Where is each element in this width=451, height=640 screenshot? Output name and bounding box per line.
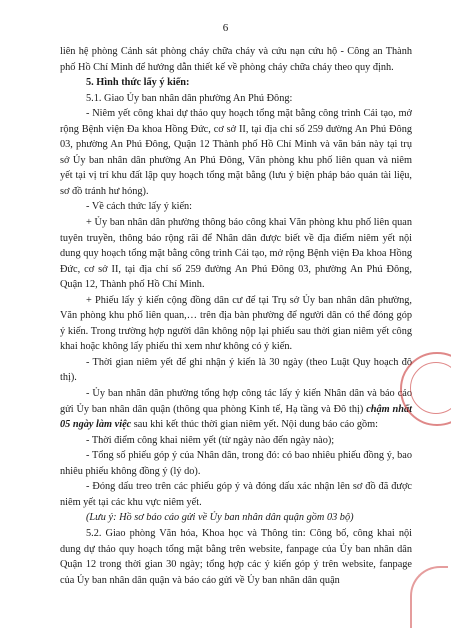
paragraph: - Thời điểm công khai niêm yết (từ ngày nào đến ngày nào); xyxy=(86,434,335,446)
paragraph: 5. Hình thức lấy ý kiến: xyxy=(86,77,190,89)
paragraph: liên hệ phòng Cảnh sát phòng cháy chữa cháy và cứu nạn cứu hộ - Công an Thành phố Hồ Chí Minh để hướng dẫn thiết kế về phòng cháy chữa cháy theo quy định. xyxy=(60,46,412,73)
paragraph: (Lưu ý: Hồ sơ báo cáo gửi về Ủy ban nhân dân quận gồm 03 bộ) xyxy=(86,512,354,524)
paragraph: + Ủy ban nhân dân phường thông báo công khai Văn phòng khu phố liên quan tuyên truyền, thông báo rộng rãi để Nhân dân được biết về địa điểm niêm yết nội dung quy hoạch tổng mặt bằng công trình Cải tạo, mở rộng Bệnh viện Đa khoa Hồng Đức, cơ sở II, tại địa chỉ số 259 đường An Phú Đông 03, phường An Phú Đông, Quận 12, Thành phố Hồ Chí Minh. xyxy=(60,217,412,291)
document-body xyxy=(60,44,412,588)
paragraph: 5.2. Giao phòng Văn hóa, Khoa học và Thông tin: Công bố, công khai nội dung dự thảo quy hoạch tổng mặt bằng trên website, fanpage của Ủy ban nhân dân Quận 12 trong thời gian 30 ngày; tổng hợp các ý kiến góp ý trên website, fanpage của Ủy ban nhân dân quận và báo cáo gửi về Ủy ban nhân dân quận xyxy=(60,527,412,586)
paragraph: - Niêm yết công khai dự thảo quy hoạch tổng mặt bằng công trình Cải tạo, mở rộng Bệnh viện Đa khoa Hồng Đức, cơ sở II, tại địa chỉ số 259 đường An Phú Đông 03, phường An Phú Đông, Quận 12 Thành phố Hồ Chí Minh và văn bản này tại trụ sở Ủy ban nhân dân phường An Phú Đông, Văn phòng khu phố liên quan và niêm yết tại vị trí khu đất lập quy hoạch tổng mặt bằng (lưu ý biện pháp bảo quản tài liệu, sơ đồ tránh hư hỏng). xyxy=(60,108,412,197)
paragraph: - Đóng dấu treo trên các phiếu góp ý và đóng dấu xác nhận lên sơ đồ đã được niêm yết tại các khu vực niêm yết. xyxy=(60,481,412,508)
red-seal-stamp-edge xyxy=(410,566,448,628)
paragraph: + Phiếu lấy ý kiến cộng đồng dân cư để tại Trụ sở Ủy ban nhân dân phường, Văn phòng khu phố liên quan,… trên địa bàn phường để người dân có thể đóng góp ý kiến. Trong trường hợp người dân không nộp lại phiếu sau thời gian niêm yết công khai hoặc không lấy phiếu thì xem như không có ý kiến. xyxy=(60,294,412,353)
paragraph: - Ủy ban nhân dân phường tổng hợp công tác lấy ý kiến Nhân dân và báo cáo gửi Ủy ban nhân dân quận (thông qua phòng Kinh tế, Hạ tầng và Đô thị) chậm nhất 05 ngày làm việc sau khi kết thúc thời gian niêm yết. Nội dung báo cáo gồm: xyxy=(60,388,412,431)
paragraph: - Về cách thức lấy ý kiến: xyxy=(86,201,193,213)
page-number: 6 xyxy=(222,22,229,34)
paragraph: 5.1. Giao Ủy ban nhân dân phường An Phú Đông: xyxy=(86,92,293,104)
paragraph: - Tổng số phiếu góp ý của Nhân dân, trong đó: có bao nhiêu phiếu đồng ý, bao nhiêu phiếu không đồng ý (lý do). xyxy=(60,450,412,477)
paragraph: - Thời gian niêm yết để ghi nhận ý kiến là 30 ngày (theo Luật Quy hoạch đô thị). xyxy=(60,356,412,384)
